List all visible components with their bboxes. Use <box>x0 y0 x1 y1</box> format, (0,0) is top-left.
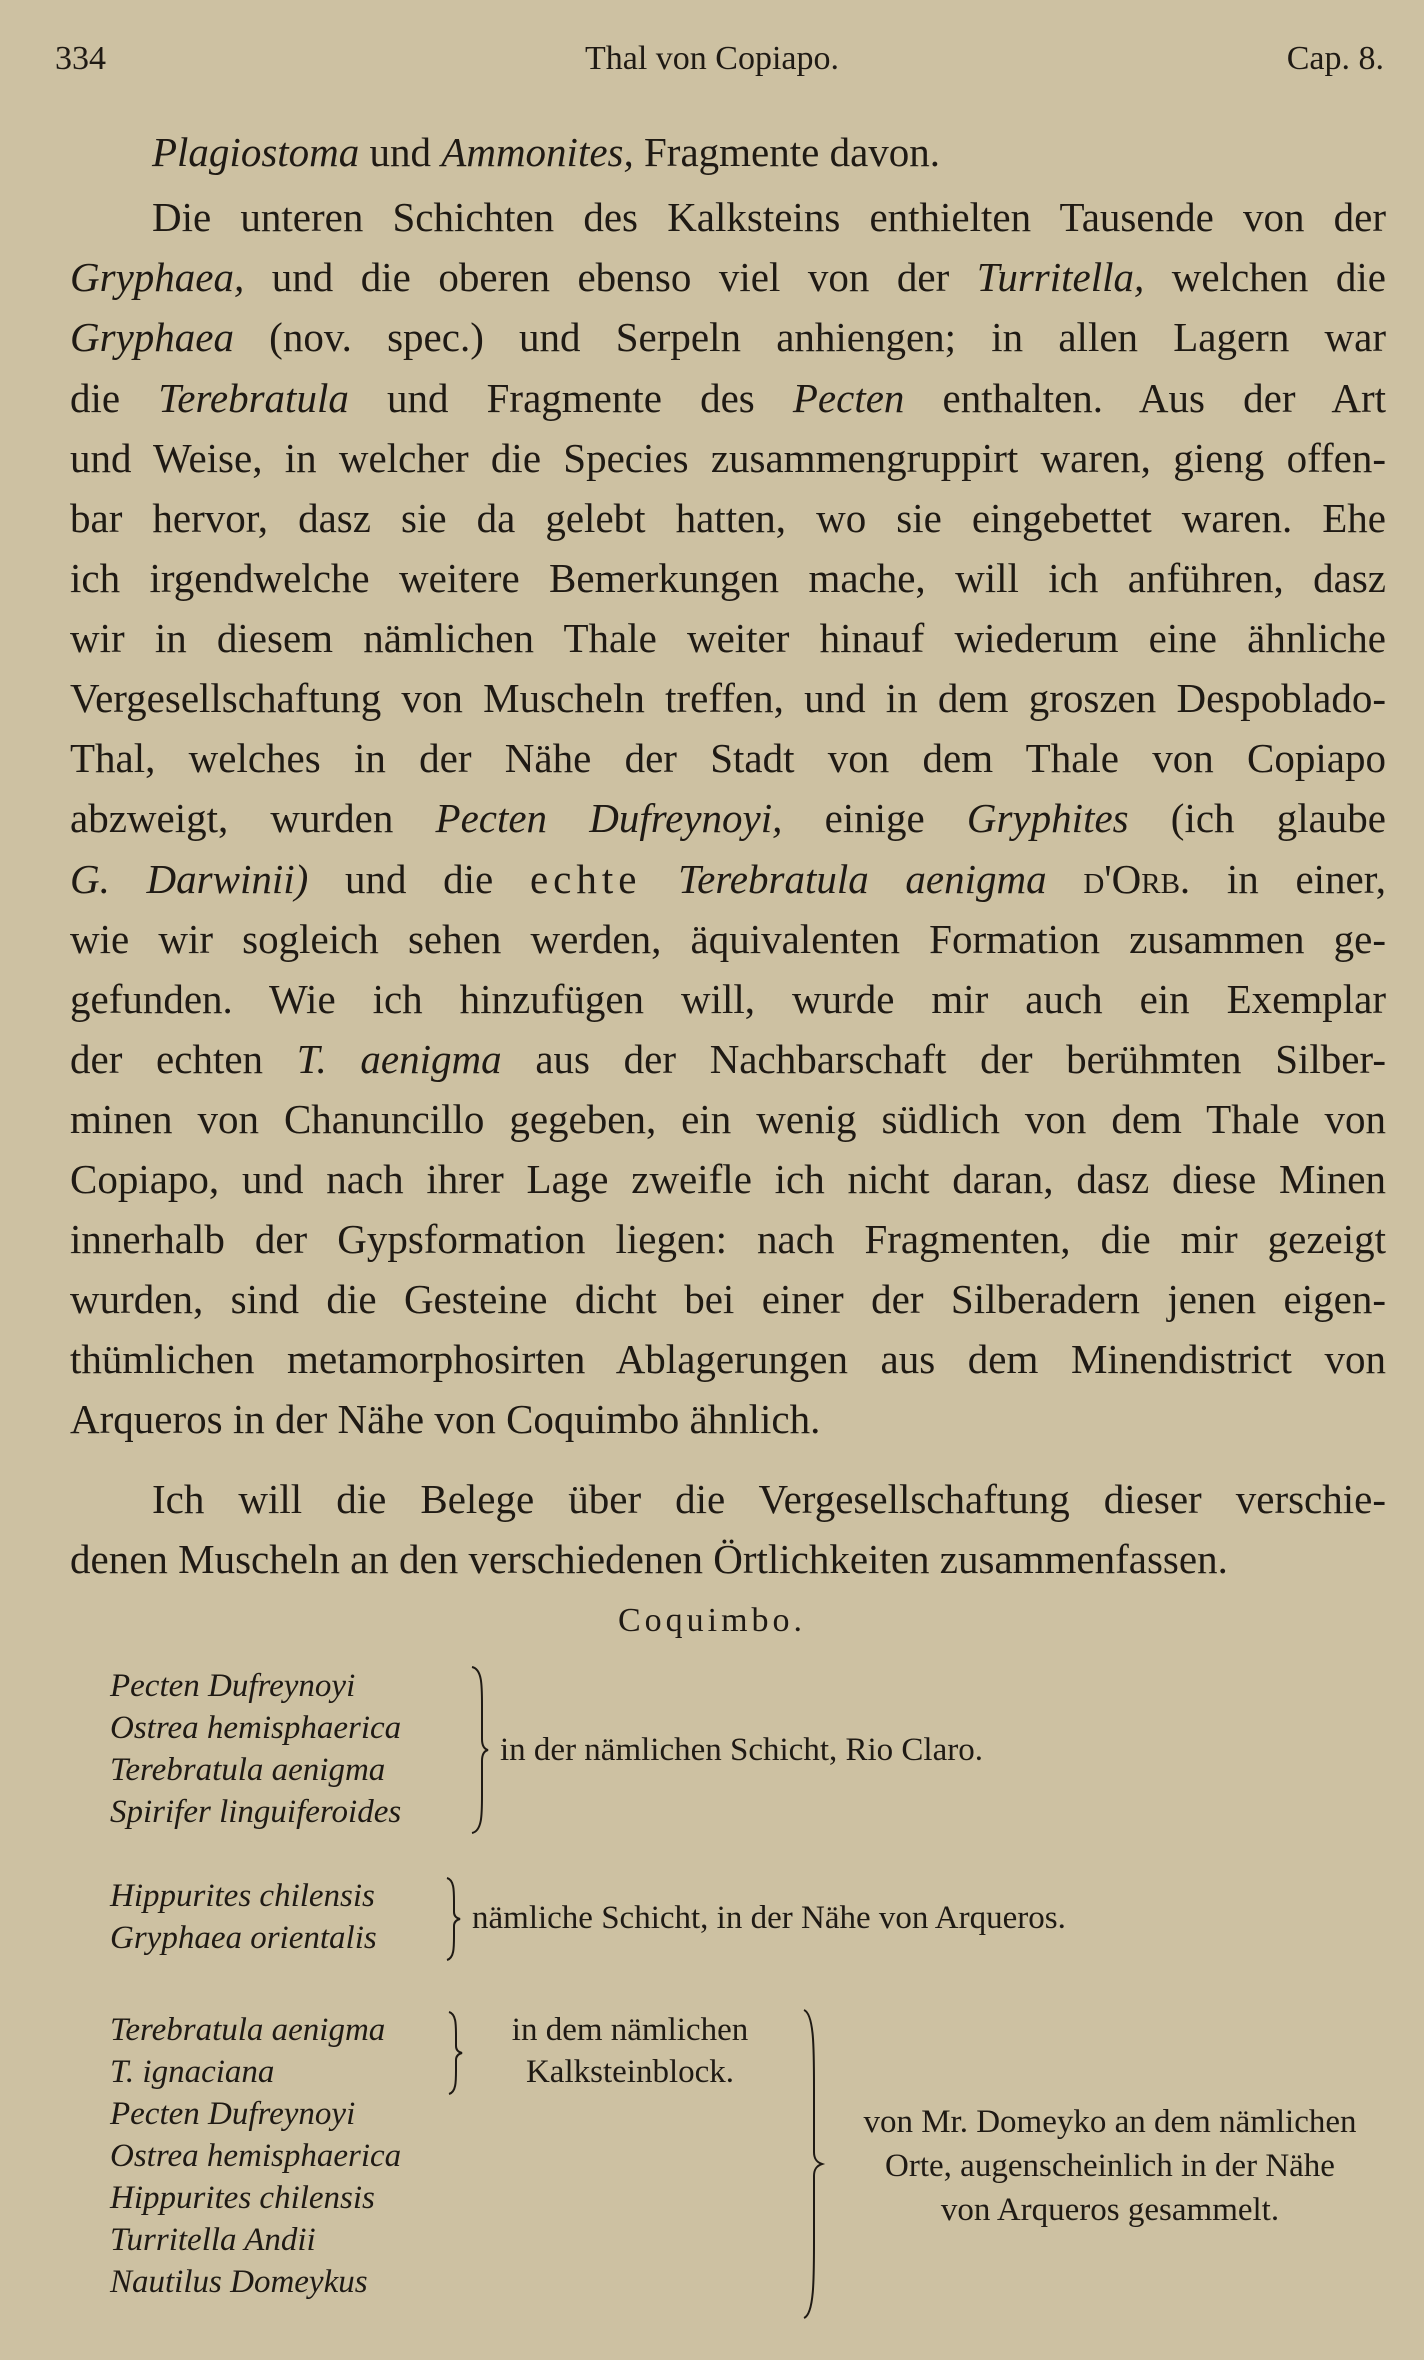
text-line: wir in diesem nämlichen Thale weiter hinauf wiederum eine ähnliche <box>70 615 1386 661</box>
text-line: die Terebratula und Fragmente des Pecten enthalten. Aus der Art <box>70 375 1387 421</box>
text-line: thümlichen metamorphosirten Ablagerungen aus dem Minendistrict von <box>70 1336 1386 1382</box>
text-line: innerhalb der Gypsformation liegen: nach Fragmenten, die mir gezeigt <box>70 1216 1386 1262</box>
species-name: Turritella Andii <box>110 2222 316 2258</box>
text-line: Die unteren Schichten des Kalksteins enthielten Tausende von der <box>152 194 1386 240</box>
locality-note: in der nämlichen Schicht, Rio Claro. <box>500 1732 983 1768</box>
text-line: Ich will die Belege über die Vergesellschaftung dieser verschie- <box>152 1476 1386 1522</box>
locality-note: nämliche Schicht, in der Nähe von Arqueros. <box>472 1900 1066 1936</box>
brace <box>444 1876 462 1962</box>
text-line: Plagiostoma und Ammonites, Fragmente davon. <box>152 129 941 175</box>
page-number: 334 <box>55 40 106 77</box>
species-name: Ostrea hemisphaerica <box>110 1710 402 1746</box>
text-line: gefunden. Wie ich hinzufügen will, wurde mir auch ein Exemplar <box>70 976 1386 1022</box>
brace <box>446 2010 464 2096</box>
species-name: Terebratula aenigma <box>110 1752 386 1788</box>
text-line: Vergesellschaftung von Muscheln treffen, und in dem groszen Despoblado- <box>70 675 1386 721</box>
text-line: ich irgendwelche weitere Bemerkungen mache, will ich anführen, dasz <box>70 555 1386 601</box>
text-line: Copiapo, und nach ihrer Lage zweifle ich nicht daran, dasz diese Minen <box>70 1156 1386 1202</box>
species-name: Hippurites chilensis <box>110 1878 375 1914</box>
chapter-label: Cap. 8. <box>1286 40 1384 77</box>
text-line: der echten T. aenigma aus der Nachbarschaft der berühmten Silber- <box>70 1036 1386 1082</box>
text-line: G. Darwinii) und die echte Terebratula aenigma d'Orb. in einer, <box>70 856 1386 902</box>
species-name: Terebratula aenigma <box>110 2012 386 2048</box>
text-line: und Weise, in welcher die Species zusammengruppirt waren, gieng offen- <box>70 435 1386 481</box>
text-line: abzweigt, wurden Pecten Dufreynoyi, einige Gryphites (ich glaube <box>70 795 1386 841</box>
locality-note: in dem nämlichen <box>511 2012 749 2048</box>
text-line: minen von Chanuncillo gegeben, ein wenig südlich von dem Thale von <box>70 1096 1386 1142</box>
text-line: wurden, sind die Gesteine dicht bei einer der Silberadern jenen eigen- <box>70 1276 1386 1322</box>
brace <box>468 1665 490 1835</box>
text-line: bar hervor, dasz sie da gelebt hatten, wo sie eingebettet waren. Ehe <box>70 495 1386 541</box>
locality-note: Kalksteinblock. <box>525 2054 735 2090</box>
collector-note: Orte, augenscheinlich in der Nähe <box>885 2148 1335 2184</box>
text-line: Arqueros in der Nähe von Coquimbo ähnlich. <box>70 1396 821 1442</box>
collector-note: von Mr. Domeyko an dem nämlichen <box>863 2104 1357 2140</box>
species-name: T. ignaciana <box>110 2054 275 2090</box>
species-name: Nautilus Domeykus <box>110 2264 368 2300</box>
species-name: Spirifer linguiferoides <box>110 1794 402 1830</box>
collector-note: von Arqueros gesammelt. <box>940 2192 1280 2228</box>
species-name: Pecten Dufreynoyi <box>110 1668 356 1704</box>
species-name: Ostrea hemisphaerica <box>110 2138 402 2174</box>
running-title: Thal von Copiapo. <box>584 40 840 77</box>
section-title: Coquimbo. <box>617 1602 807 1639</box>
text-line: denen Muscheln an den verschiedenen Örtlichkeiten zusammenfassen. <box>70 1536 1228 1582</box>
text-line: wie wir sogleich sehen werden, äquivalenten Formation zusammen ge- <box>70 916 1386 962</box>
text-line: Gryphaea (nov. spec.) und Serpeln anhiengen; in allen Lagern war <box>70 314 1386 360</box>
text-line: Gryphaea, und die oberen ebenso viel von der Turritella, welchen die <box>70 254 1386 300</box>
species-name: Pecten Dufreynoyi <box>110 2096 356 2132</box>
species-name: Hippurites chilensis <box>110 2180 375 2216</box>
species-name: Gryphaea orientalis <box>110 1920 377 1956</box>
text-line: Thal, welches in der Nähe der Stadt von dem Thale von Copiapo <box>70 735 1386 781</box>
